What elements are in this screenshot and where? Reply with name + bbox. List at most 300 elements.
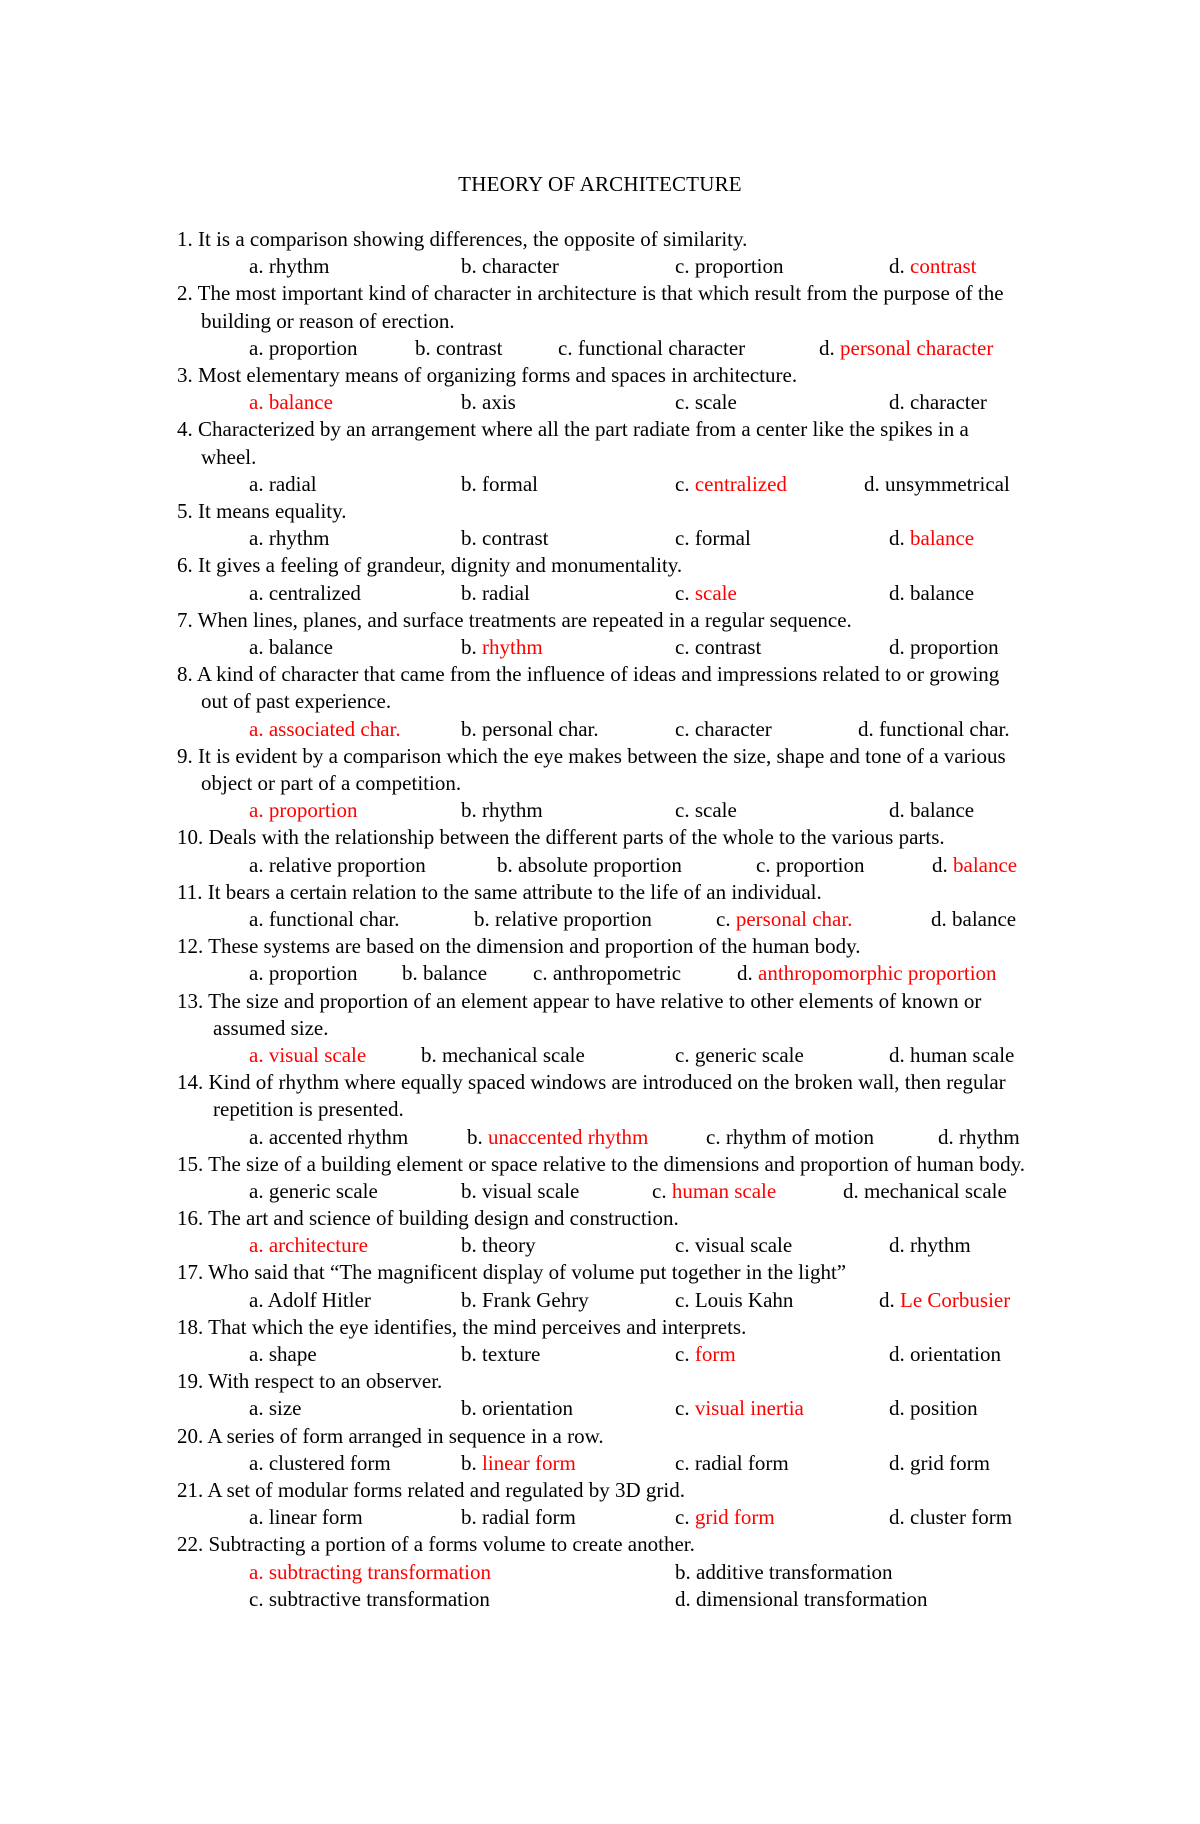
options-row (0, 389, 1200, 416)
option-letter: d. (889, 1505, 910, 1530)
option-d (889, 525, 974, 552)
correct-answer: centralized (694, 471, 787, 496)
question-22 (0, 1531, 1200, 1613)
question-18 (0, 1314, 1200, 1368)
question-20 (0, 1423, 1200, 1477)
page-title: THEORY OF ARCHITECTURE (458, 172, 742, 196)
question-stem: 10. Deals with the relationship between the different parts of the whole to the various parts. (177, 825, 945, 850)
option-letter: d. (889, 1342, 910, 1367)
question-17 (0, 1259, 1200, 1313)
option-text: relative proportion (268, 852, 426, 877)
option-letter: d. (843, 1178, 864, 1203)
option-text: proportion (268, 335, 358, 360)
option-d (889, 1042, 1014, 1069)
options-row (0, 1395, 1200, 1422)
option-text: balance (910, 798, 975, 823)
option-a (249, 253, 330, 280)
option-letter: a. (249, 1124, 269, 1149)
option-a (249, 1450, 391, 1477)
option-c (675, 1287, 793, 1314)
option-d (889, 797, 974, 824)
option-letter: d. (889, 1042, 910, 1067)
option-letter: a. (249, 1233, 269, 1258)
option-a (249, 1504, 363, 1531)
correct-answer: Le Corbusier (900, 1287, 1011, 1312)
option-c (675, 525, 751, 552)
option-letter: a. (249, 254, 269, 279)
option-letter: b. (461, 1178, 482, 1203)
options-row (0, 1341, 1200, 1368)
option-letter: d. (889, 526, 910, 551)
option-b (461, 1395, 573, 1422)
question-10 (0, 824, 1200, 878)
option-d (737, 960, 997, 987)
option-text: balance (910, 580, 975, 605)
option-text: axis (482, 390, 516, 415)
option-c (675, 1341, 736, 1368)
option-letter: a. (249, 1505, 269, 1530)
option-letter: a. (249, 526, 269, 551)
option-b (461, 525, 548, 552)
option-text: rhythm (268, 526, 330, 551)
option-letter: c. (675, 634, 695, 659)
correct-answer: architecture (268, 1233, 368, 1258)
options-row (0, 852, 1200, 879)
options-row (0, 1042, 1200, 1069)
option-letter: c. (675, 1342, 695, 1367)
option-b (461, 1287, 589, 1314)
option-letter: a. (249, 634, 269, 659)
option-b (461, 797, 543, 824)
correct-answer: unaccented rhythm (488, 1124, 649, 1149)
option-text: rhythm (482, 798, 543, 823)
option-d (889, 253, 976, 280)
option-letter: d. (931, 906, 952, 931)
option-letter: b. (461, 1396, 482, 1421)
option-text: mechanical scale (864, 1178, 1007, 1203)
option-letter: d. (889, 580, 910, 605)
option-text: scale (694, 390, 737, 415)
options-row (0, 797, 1200, 824)
option-c (558, 335, 745, 362)
option-text: texture (482, 1342, 541, 1367)
options-row (0, 471, 1200, 498)
question-stem: 13. The size and proportion of an element appear to have relative to other elements of known or assumed size. (177, 988, 982, 1040)
option-b (461, 1504, 576, 1531)
options-row (0, 335, 1200, 362)
option-text: human scale (910, 1042, 1015, 1067)
option-letter: a. (249, 1287, 268, 1312)
options-row (0, 906, 1200, 933)
options-row (0, 1504, 1200, 1531)
options-row (0, 253, 1200, 280)
option-letter: c. (558, 335, 578, 360)
option-letter: b. (415, 335, 436, 360)
option-letter: b. (461, 526, 482, 551)
option-letter: a. (249, 906, 269, 931)
question-19 (0, 1368, 1200, 1422)
question-13 (0, 988, 1200, 1070)
question-1 (0, 226, 1200, 280)
option-text: position (910, 1396, 978, 1421)
option-letter: b. (474, 906, 495, 931)
option-a (249, 634, 333, 661)
option-letter: c. (675, 580, 695, 605)
option-letter: d. (858, 716, 879, 741)
correct-answer: anthropomorphic proportion (758, 961, 997, 986)
option-letter: c. (675, 1450, 695, 1475)
option-letter: c. (675, 1396, 695, 1421)
question-6 (0, 552, 1200, 606)
option-b (415, 335, 502, 362)
options-row (0, 1232, 1200, 1259)
option-text: balance (423, 961, 488, 986)
correct-answer: rhythm (482, 634, 543, 659)
option-a (249, 852, 426, 879)
question-stem: 17. Who said that “The magnificent display of volume put together in the light” (177, 1260, 847, 1285)
option-letter: b. (461, 1287, 482, 1312)
option-a (249, 471, 317, 498)
option-d (889, 1450, 990, 1477)
options-row (0, 1124, 1200, 1151)
correct-answer: associated char. (268, 716, 401, 741)
option-letter: d. (889, 634, 910, 659)
option-letter: b. (402, 961, 423, 986)
option-text: visual scale (482, 1178, 580, 1203)
option-d (864, 471, 1010, 498)
question-stem: 12. These systems are based on the dimension and proportion of the human body. (177, 934, 861, 959)
option-letter: d. (889, 390, 910, 415)
option-text: cluster form (910, 1505, 1013, 1530)
option-b (461, 716, 599, 743)
option-c (675, 1232, 792, 1259)
option-letter: b. (461, 1505, 482, 1530)
question-stem: 5. It means equality. (177, 498, 347, 523)
option-letter: b. (461, 1233, 482, 1258)
options-row (0, 1178, 1200, 1205)
option-b (461, 1232, 536, 1259)
option-d (932, 852, 1017, 879)
option-a (249, 1042, 366, 1069)
option-d (889, 634, 999, 661)
option-letter: a. (249, 390, 269, 415)
option-text: rhythm (959, 1124, 1020, 1149)
option-d (889, 580, 974, 607)
option-d (889, 389, 987, 416)
option-d (858, 716, 1010, 743)
option-c (675, 634, 761, 661)
correct-answer: visual scale (268, 1042, 367, 1067)
option-text: functional char. (879, 716, 1010, 741)
option-b (461, 389, 516, 416)
option-text: contrast (436, 335, 503, 360)
option-letter: b. (467, 1124, 488, 1149)
option-text: additive transformation (696, 1559, 893, 1584)
option-letter: a. (249, 1559, 269, 1584)
question-16 (0, 1205, 1200, 1259)
option-text: theory (482, 1233, 536, 1258)
option-text: formal (694, 526, 751, 551)
option-text: radial form (694, 1450, 789, 1475)
correct-answer: personal character (840, 335, 994, 360)
option-text: proportion (694, 254, 784, 279)
correct-answer: proportion (268, 798, 358, 823)
question-stem: 19. With respect to an observer. (177, 1369, 443, 1394)
option-b (461, 1178, 579, 1205)
question-stem: 2. The most important kind of character in architecture is that which result from the purpose of the building or reason of erection. (177, 281, 1004, 333)
option-c (675, 580, 737, 607)
question-5 (0, 498, 1200, 552)
question-12 (0, 933, 1200, 987)
option-letter: a. (249, 798, 269, 823)
question-stem: 1. It is a comparison showing differences, the opposite of similarity. (177, 227, 748, 251)
option-letter: d. (819, 335, 840, 360)
option-text: dimensional transformation (696, 1586, 928, 1611)
option-b (474, 906, 652, 933)
option-letter: c. (675, 1233, 695, 1258)
option-d (889, 1395, 978, 1422)
option-text: balance (952, 906, 1017, 931)
options-row (0, 716, 1200, 743)
options-row (0, 960, 1200, 987)
option-text: contrast (482, 526, 549, 551)
option-c (716, 906, 852, 933)
option-a (249, 1341, 317, 1368)
option-b (461, 634, 543, 661)
options-row (0, 1450, 1200, 1477)
option-a (249, 335, 357, 362)
option-letter: a. (249, 961, 269, 986)
option-text: size (268, 1396, 302, 1421)
option-letter: c. (675, 390, 695, 415)
option-letter: d. (889, 1450, 910, 1475)
option-b (421, 1042, 585, 1069)
option-c (675, 1504, 775, 1531)
option-letter: d. (889, 1233, 910, 1258)
option-c (675, 797, 737, 824)
option-d (889, 1341, 1001, 1368)
option-c (675, 389, 737, 416)
option-letter: b. (461, 634, 482, 659)
option-a (249, 1287, 371, 1314)
option-d (938, 1124, 1020, 1151)
option-letter: b. (461, 471, 482, 496)
question-stem: 18. That which the eye identifies, the mind perceives and interprets. (177, 1314, 747, 1339)
option-text: radial form (482, 1505, 576, 1530)
option-letter: a. (249, 1450, 269, 1475)
option-text: unsymmetrical (885, 471, 1010, 496)
option-b (467, 1124, 648, 1151)
option-a (249, 960, 357, 987)
question-stem: 7. When lines, planes, and surface treatments are repeated in a regular sequence. (177, 607, 852, 632)
option-text: Adolf Hitler (267, 1287, 371, 1312)
option-letter: c. (675, 1505, 695, 1530)
option-d (843, 1178, 1007, 1205)
option-c (675, 1450, 789, 1477)
option-letter: c. (675, 1042, 695, 1067)
question-stem: 16. The art and science of building design and construction. (177, 1206, 679, 1231)
option-a (249, 580, 361, 607)
question-3 (0, 362, 1200, 416)
option-letter: a. (249, 335, 269, 360)
option-letter: a. (249, 1396, 269, 1421)
options-row (0, 1559, 1200, 1586)
option-c (652, 1178, 776, 1205)
options-row (0, 1287, 1200, 1314)
question-14 (0, 1069, 1200, 1151)
option-a (249, 906, 399, 933)
option-a (249, 1559, 491, 1586)
option-text: generic scale (694, 1042, 804, 1067)
correct-answer: human scale (671, 1178, 777, 1203)
option-letter: b. (461, 1450, 482, 1475)
option-b (461, 580, 530, 607)
option-text: orientation (482, 1396, 573, 1421)
option-text: character (910, 390, 987, 415)
option-c (249, 1586, 490, 1613)
question-21 (0, 1477, 1200, 1531)
question-stem: 15. The size of a building element or space relative to the dimensions and proportion of human body. (177, 1151, 1025, 1176)
option-c (675, 716, 772, 743)
correct-answer: grid form (694, 1505, 775, 1530)
option-letter: c. (533, 961, 553, 986)
question-11 (0, 879, 1200, 933)
correct-answer: balance (268, 390, 333, 415)
option-text: functional character (577, 335, 746, 360)
option-letter: c. (675, 471, 695, 496)
option-letter: d. (889, 798, 910, 823)
option-letter: c. (675, 254, 695, 279)
option-b (461, 253, 559, 280)
option-text: radial (268, 471, 317, 496)
question-stem: 20. A series of form arranged in sequence in a row. (177, 1423, 604, 1448)
option-a (249, 1178, 378, 1205)
option-letter: b. (461, 390, 482, 415)
correct-answer: form (694, 1342, 736, 1367)
question-8 (0, 661, 1200, 743)
correct-answer: balance (910, 526, 975, 551)
option-a (249, 797, 357, 824)
option-letter: a. (249, 1042, 269, 1067)
option-text: scale (694, 798, 737, 823)
option-letter: c. (675, 716, 695, 741)
option-text: character (694, 716, 772, 741)
option-letter: a. (249, 852, 269, 877)
option-letter: a. (249, 580, 269, 605)
option-c (675, 253, 783, 280)
option-d (889, 1504, 1012, 1531)
option-text: functional char. (268, 906, 400, 931)
option-text: shape (268, 1342, 317, 1367)
question-4 (0, 416, 1200, 498)
question-stem: 21. A set of modular forms related and regulated by 3D grid. (177, 1478, 685, 1503)
option-text: grid form (910, 1450, 990, 1475)
option-letter: c. (756, 852, 776, 877)
correct-answer: linear form (482, 1450, 576, 1475)
option-letter: c. (675, 526, 695, 551)
option-d (931, 906, 1016, 933)
options-row (0, 580, 1200, 607)
option-text: proportion (910, 634, 999, 659)
question-stem: 3. Most elementary means of organizing forms and spaces in architecture. (177, 362, 798, 387)
question-stem: 14. Kind of rhythm where equally spaced windows are introduced on the broken wall, then regular repetition is presented. (177, 1070, 1006, 1122)
option-letter: d. (889, 254, 910, 279)
question-2 (0, 280, 1200, 362)
option-text: absolute proportion (518, 852, 682, 877)
question-9 (0, 743, 1200, 825)
option-a (249, 525, 330, 552)
option-a (249, 389, 333, 416)
options-row (0, 1586, 1200, 1613)
option-a (249, 1232, 368, 1259)
option-letter: d. (737, 961, 758, 986)
option-letter: b. (675, 1559, 696, 1584)
option-text: Frank Gehry (482, 1287, 589, 1312)
option-letter: b. (421, 1042, 442, 1067)
option-text: contrast (694, 634, 762, 659)
option-c (756, 852, 864, 879)
question-stem: 8. A kind of character that came from the influence of ideas and impressions related to or growing out of past experience. (177, 662, 1000, 714)
option-text: generic scale (268, 1178, 378, 1203)
option-letter: d. (879, 1287, 900, 1312)
option-text: mechanical scale (442, 1042, 585, 1067)
option-letter: b. (461, 254, 482, 279)
option-letter: c. (249, 1586, 269, 1611)
option-text: anthropometric (552, 961, 682, 986)
option-c (706, 1124, 874, 1151)
option-a (249, 1124, 408, 1151)
option-letter: d. (889, 1396, 910, 1421)
correct-answer: contrast (910, 254, 977, 279)
option-d (889, 1232, 971, 1259)
option-letter: c. (706, 1124, 726, 1149)
option-b (461, 1341, 540, 1368)
option-b (461, 1450, 576, 1477)
option-text: character (482, 254, 559, 279)
correct-answer: balance (953, 852, 1018, 877)
question-stem: 11. It bears a certain relation to the same attribute to the life of an individual. (177, 879, 822, 904)
option-text: personal char. (482, 716, 599, 741)
option-text: subtractive transformation (268, 1586, 490, 1611)
option-text: accented rhythm (268, 1124, 409, 1149)
option-text: relative proportion (495, 906, 652, 931)
option-text: radial (482, 580, 530, 605)
option-b (497, 852, 682, 879)
option-a (249, 716, 401, 743)
option-text: clustered form (268, 1450, 391, 1475)
question-stem: 4. Characterized by an arrangement where all the part radiate from a center like the spikes in a wheel. (177, 417, 969, 469)
option-text: Louis Kahn (694, 1287, 794, 1312)
option-letter: b. (461, 580, 482, 605)
option-text: proportion (775, 852, 865, 877)
option-text: centralized (268, 580, 361, 605)
option-text: linear form (268, 1505, 363, 1530)
option-letter: b. (461, 798, 482, 823)
option-text: orientation (910, 1342, 1001, 1367)
option-letter: a. (249, 1178, 269, 1203)
option-b (675, 1559, 893, 1586)
option-letter: a. (249, 1342, 269, 1367)
option-letter: d. (938, 1124, 959, 1149)
question-stem: 9. It is evident by a comparison which the eye makes between the size, shape and tone of a various object or part of a competition. (177, 743, 1006, 795)
option-c (675, 471, 787, 498)
question-list (0, 226, 1200, 1613)
option-letter: c. (652, 1178, 672, 1203)
options-row (0, 634, 1200, 661)
option-d (675, 1586, 928, 1613)
correct-answer: visual inertia (694, 1396, 804, 1421)
options-row (0, 525, 1200, 552)
